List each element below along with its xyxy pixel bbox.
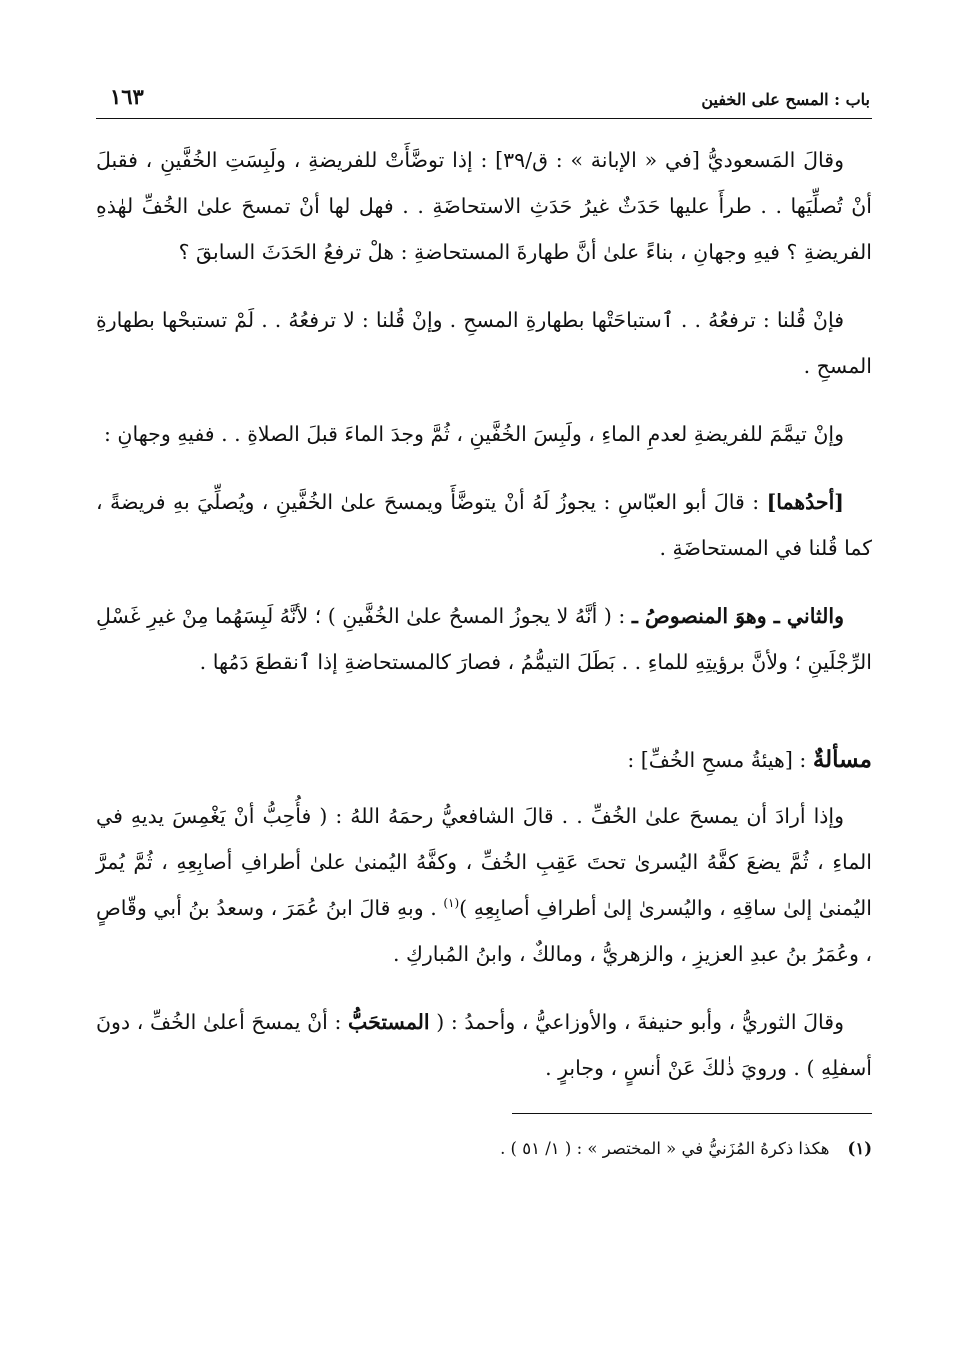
paragraph-tayammum: وإنْ تيمَّمَ للفريضةِ لعدمِ الماءِ ، ولَبِسَ الخُفَّينِ ، ثُمَّ وجدَ الماءَ قبلَ الصلاةِ . . ففيهِ وجهانِ : — [104, 422, 844, 446]
mustahabb-term: المستحَبُّ — [347, 1010, 430, 1034]
footnote-number: (١) — [847, 1139, 872, 1158]
issue-title: : [هيئةُ مسحِ الخُفِّ] : — [627, 748, 813, 772]
issue-label: مسألةٌ — [812, 746, 872, 773]
running-header — [96, 84, 872, 119]
book-page — [96, 84, 872, 1324]
paragraph-masudi: وقالَ المَسعوديُّ [في « الإبانة » : ق/٣٩] : إذا توضَّأَتْ للفريضةِ ، ولَبِسَتِ الخُفَّينِ ، فقبلَ أنْ تُصلِّيَها . . طرأَ عليها حَدَثٌ غيرُ حَدَثِ الاستحاضَةِ . . فهل لها أنْ تمسحَ علىٰ الخُفِّ لهٰذهِ الفريضةِ ؟ فيهِ وجهانِ ، بناءً علىٰ أنَّ طهارةَ المستحاضةِ : هلْ ترفعُ الحَدَثَ السابقَ ؟ — [96, 148, 872, 264]
second-face-text: : ( أنَّهُ لا يجوزُ المسحُ علىٰ الخُفَّينِ ) ؛ لأنَّهُ لَبِسَهُما مِنْ غيرِ غَسْلِ الرِّجْلَينِ ؛ ولأنَّ برؤيتِهِ للماءِ . . بَطَلَ التيمُّمُ ، فصارَ كالمستحاضةِ إذا ٱنقطعَ دَمُها . — [96, 604, 872, 674]
issue-heading — [96, 737, 872, 783]
paragraph-first-face — [96, 479, 872, 571]
footnote — [96, 1134, 872, 1164]
paragraph-thawri — [96, 999, 872, 1091]
paragraph-shafii — [96, 793, 872, 977]
shafii-text: وإذا أرادَ أن يمسحَ علىٰ الخُفِّ . . قالَ الشافعيُّ رحمَهُ اللهُ : ( فأُحِبُّ أنْ يَغْمِسَ يديهِ في الماءِ ، ثُمَّ يضعَ كفَّهُ اليُسرىٰ تحتَ عَقِبِ الخُفِّ ، وكفَّهُ اليُمنىٰ علىٰ أطرافِ أصابِعِهِ ، ثُمَّ يُمرَّ اليُمنىٰ إلىٰ ساقِهِ ، واليُسرىٰ إلىٰ أطرافِ أصابِعِهِ ) — [96, 804, 872, 920]
paragraph-if-we-say: فإنْ قُلنا : ترفعُهُ . . ٱستباحَتْها بطهارةِ المسحِ . وإنْ قُلنا : لا ترفعُهُ . . لَمْ تستبحْها بطهارةِ المسحِ . — [96, 308, 872, 378]
footnote-text: هكذا ذكرهُ المُزَنيُّ في « المختصر » : ( ١/ ٥١ ) . — [500, 1139, 830, 1158]
chapter-title: باب : المسح على الخفين — [701, 90, 870, 109]
thawri-text-continued: : أنْ يمسحَ أعلىٰ الخُفِّ ، دونَ أسفلِهِ ) . ورويَ ذٰلكَ عَنْ أنسٍ ، وجابرٍ . — [96, 1010, 872, 1080]
footnote-reference[interactable]: (١) — [443, 896, 460, 911]
shafii-text-continued: . وبهِ قالَ ابنُ عُمَرَ ، وسعدُ بنُ أبي وقّاصٍ ، وعُمَرُ بنُ عبدِ العزيزِ ، والزهريُّ ، ومالكٌ ، وابنُ المُباركِ . — [96, 896, 872, 966]
main-text — [96, 137, 872, 1091]
first-face-label: [أحدُهما] — [766, 490, 844, 514]
footnote-divider — [512, 1113, 872, 1114]
paragraph-second-face — [96, 593, 872, 685]
page-number: ١٦٣ — [110, 84, 144, 109]
first-face-text: : قالَ أبو العبّاسِ : يجوزُ لَهُ أنْ يتوضَّأَ ويمسحَ علىٰ الخُفَّينِ ، ويُصلِّيَ بهِ فريضةً ، كما قُلنا في المستحاضَةِ . — [96, 490, 872, 560]
thawri-text: وقالَ الثوريُّ ، وأبو حنيفةَ ، والأوزاعيُّ ، وأحمدُ : ( — [429, 1010, 844, 1034]
second-face-label: والثاني ـ وهوَ المنصوصُ ـ — [631, 604, 844, 628]
